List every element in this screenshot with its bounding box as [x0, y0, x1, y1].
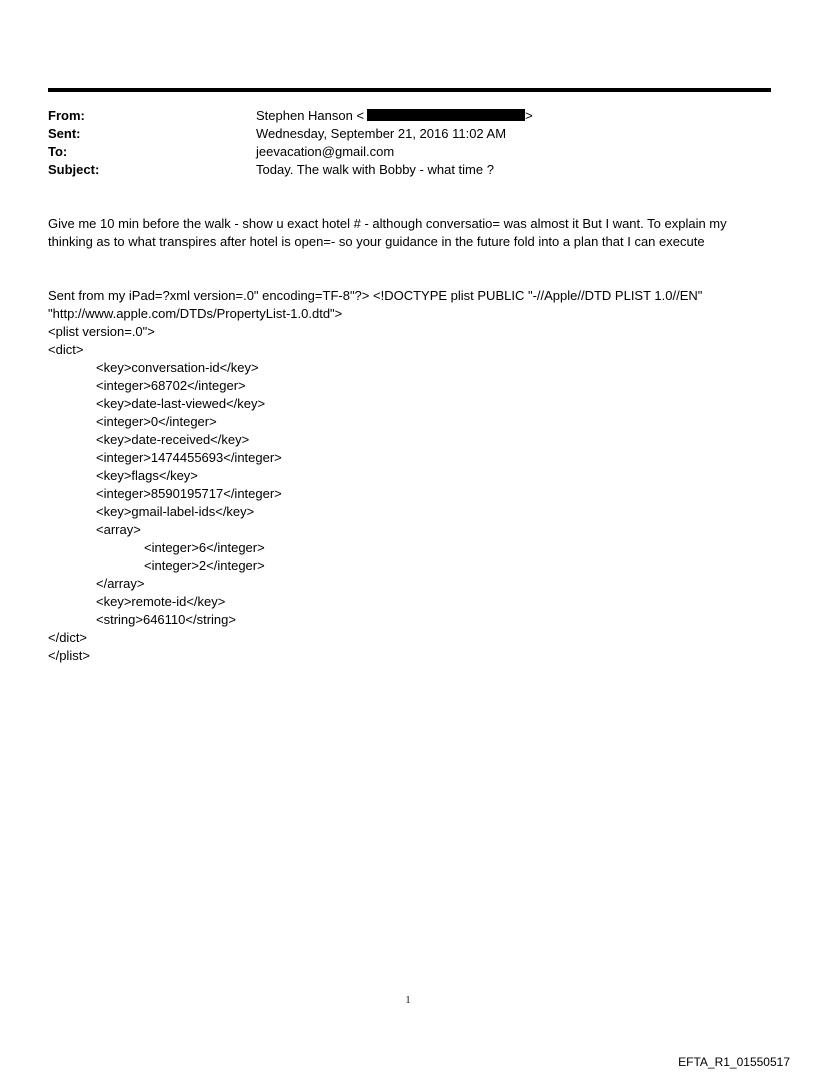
- subject-value: Today. The walk with Bobby - what time ?: [256, 162, 494, 177]
- sent-row: [48, 125, 771, 143]
- message-body: [48, 215, 788, 251]
- xml-line: <key>date-received</key>: [96, 432, 250, 447]
- header-rule: [48, 88, 771, 92]
- xml-line: <key>gmail-label-ids</key>: [96, 504, 255, 519]
- xml-line: </array>: [96, 576, 145, 591]
- plist-block: [48, 287, 788, 665]
- sender-name: Stephen Hanson: [256, 108, 353, 123]
- to-value: jeevacation@gmail.com: [256, 144, 395, 159]
- to-label: To:: [48, 144, 68, 159]
- subject-row: [48, 161, 771, 179]
- xml-line: "http://www.apple.com/DTDs/PropertyList-1.0.dtd">: [48, 306, 343, 321]
- xml-line: <dict>: [48, 342, 84, 357]
- from-row: [48, 107, 771, 125]
- xml-line: Sent from my iPad=?xml version=.0" encoding=TF-8"?> <!DOCTYPE plist PUBLIC "-//Apple//DTD PLIST 1.0//EN": [48, 288, 703, 303]
- xml-line: <integer>2</integer>: [144, 558, 265, 573]
- sent-label: Sent:: [48, 126, 81, 141]
- redaction-box: [367, 109, 525, 121]
- xml-line: <string>646110</string>: [96, 612, 236, 627]
- xml-line: </dict>: [48, 630, 88, 645]
- xml-line: <integer>6</integer>: [144, 540, 265, 555]
- from-label: From:: [48, 108, 85, 123]
- to-row: [48, 143, 771, 161]
- xml-line: </plist>: [48, 648, 90, 663]
- xml-line: <plist version=.0">: [48, 324, 155, 339]
- from-value: [256, 107, 771, 125]
- email-header: [48, 107, 771, 179]
- body-line: Give me 10 min before the walk - show u exact hotel # - although conversatio= was almost it But I want. To explain my: [48, 216, 727, 231]
- email-close-bracket: >: [525, 108, 533, 123]
- xml-line: <integer>0</integer>: [96, 414, 217, 429]
- body-line: thinking as to what transpires after hotel is open=- so your guidance in the future fold into a plan that I can execute: [48, 234, 705, 249]
- xml-line: <key>remote-id</key>: [96, 594, 226, 609]
- page-number: 1: [405, 995, 411, 1006]
- sent-value: Wednesday, September 21, 2016 11:02 AM: [256, 126, 507, 141]
- email-open-bracket: <: [356, 108, 365, 123]
- xml-line: <array>: [96, 522, 141, 537]
- xml-line: <integer>1474455693</integer>: [96, 450, 282, 465]
- xml-line: <key>flags</key>: [96, 468, 198, 483]
- bates-number: EFTA_R1_01550517: [678, 1055, 790, 1069]
- xml-line: <integer>68702</integer>: [96, 378, 246, 393]
- xml-line: <integer>8590195717</integer>: [96, 486, 282, 501]
- xml-line: <key>conversation-id</key>: [96, 360, 259, 375]
- subject-label: Subject:: [48, 162, 100, 177]
- xml-line: <key>date-last-viewed</key>: [96, 396, 266, 411]
